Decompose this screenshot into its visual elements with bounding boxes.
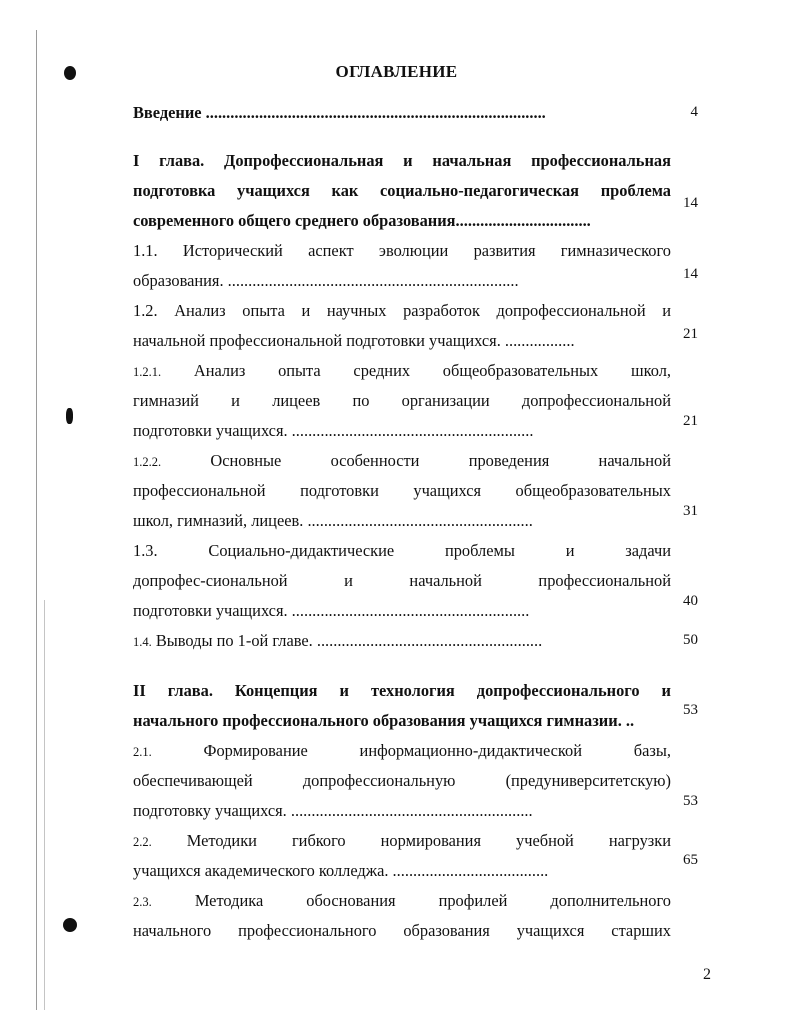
toc-line: [133, 626, 671, 656]
toc-entry-chapter-2: [133, 676, 698, 736]
toc-line: образования. .......................................................................: [133, 271, 519, 290]
toc-line: школ, гимназий, лицеев. .......................................................: [133, 511, 533, 530]
toc-line: 1.3. Социально-дидактические проблемы и задачи: [133, 541, 671, 560]
section-number: 2.2.: [133, 835, 152, 849]
toc-entry-1-4: [133, 626, 698, 656]
toc-line-text: Анализ опыта средних общеобразовательных школ,: [193, 361, 671, 380]
toc-entry-1-2: [133, 296, 698, 356]
scan-margin-line: [36, 30, 37, 1010]
toc-page-number: 21: [683, 413, 698, 429]
toc-line: [133, 736, 671, 766]
toc-line: подготовка учащихся как социально-педагогическая проблема: [133, 181, 671, 200]
toc-entry-1-2-2: [133, 446, 698, 536]
toc-line: обеспечивающей допрофессиональную (предуниверситетскую): [133, 771, 671, 790]
toc-entry-1-3: [133, 536, 698, 626]
toc-page-number: 40: [683, 593, 698, 609]
toc-page-number: 14: [683, 195, 698, 211]
toc-page-number: 65: [683, 852, 698, 868]
toc-line: начального профессионального образования учащихся гимназии. ..: [133, 711, 635, 730]
section-number: 2.3.: [133, 895, 152, 909]
toc-page-number: 50: [683, 632, 698, 648]
toc-line: подготовки учащихся. ...........................................................: [133, 421, 534, 440]
toc-page-number: 21: [683, 326, 698, 342]
toc-line: 1.2. Анализ опыта и научных разработок допрофессиональной и: [133, 301, 671, 320]
toc-entry-2-1: [133, 736, 698, 826]
toc-line: II глава. Концепция и технология допрофессионального и: [133, 681, 671, 700]
toc-line: начальной профессиональной подготовки учащихся. .................: [133, 331, 575, 350]
toc-line-text: Формирование информационно-дидактической базы,: [203, 741, 671, 760]
toc-line: [133, 356, 671, 386]
ink-blot: [66, 408, 73, 424]
toc-line: начального профессионального образования учащихся старших: [133, 921, 671, 940]
toc-line-text: Методика обоснования профилей дополнительного: [194, 891, 671, 910]
page-number: 2: [703, 966, 711, 983]
toc-line: профессиональной подготовки учащихся общеобразовательных: [133, 481, 671, 500]
toc-entry-2-2: [133, 826, 698, 886]
toc-line: подготовку учащихся. ...........................................................: [133, 801, 533, 820]
toc-entry-1-2-1: [133, 356, 698, 446]
section-number: 1.4.: [133, 635, 152, 649]
toc-line-text: Методики гибкого нормирования учебной нагрузки: [186, 831, 671, 850]
section-number: 2.1.: [133, 745, 152, 759]
toc-line: современного общего среднего образования.................................: [133, 211, 591, 230]
toc-entry-chapter-1: [133, 146, 698, 236]
scan-margin-line-2: [44, 600, 45, 1010]
toc-line: [133, 446, 671, 476]
page-title: ОГЛАВЛЕНИЕ: [335, 62, 458, 81]
toc-page-number: 4: [690, 104, 698, 120]
toc-line: гимназий и лицеев по организации допрофессиональной: [133, 391, 671, 410]
toc-line: 1.1. Исторический аспект эволюции развития гимназического: [133, 241, 671, 260]
toc-entry-intro: [133, 98, 698, 128]
toc-line: [133, 826, 671, 856]
toc-page-number: 31: [683, 503, 698, 519]
toc-line: допрофес-сиональной и начальной профессиональной: [133, 571, 671, 590]
toc-line: I глава. Допрофессиональная и начальная профессиональная: [133, 151, 671, 170]
toc-line-text: Выводы по 1-ой главе. .......................................................: [155, 631, 543, 650]
toc-entry-2-3: [133, 886, 698, 946]
toc-line: подготовки учащихся. ..........................................................: [133, 601, 530, 620]
toc-page-number: 53: [683, 702, 698, 718]
toc-line: [133, 886, 671, 916]
ink-blot: [63, 918, 77, 932]
toc-line: учащихся академического колледжа. ......................................: [133, 861, 549, 880]
toc-line: Введение ...................................................................................: [133, 103, 546, 122]
toc-entry-1-1: [133, 236, 698, 296]
section-number: 1.2.1.: [133, 365, 162, 379]
toc-page-number: 14: [683, 266, 698, 282]
toc-line-text: Основные особенности проведения начальной: [210, 451, 671, 470]
toc-page-number: 53: [683, 793, 698, 809]
table-of-contents: [133, 92, 698, 946]
section-number: 1.2.2.: [133, 455, 162, 469]
